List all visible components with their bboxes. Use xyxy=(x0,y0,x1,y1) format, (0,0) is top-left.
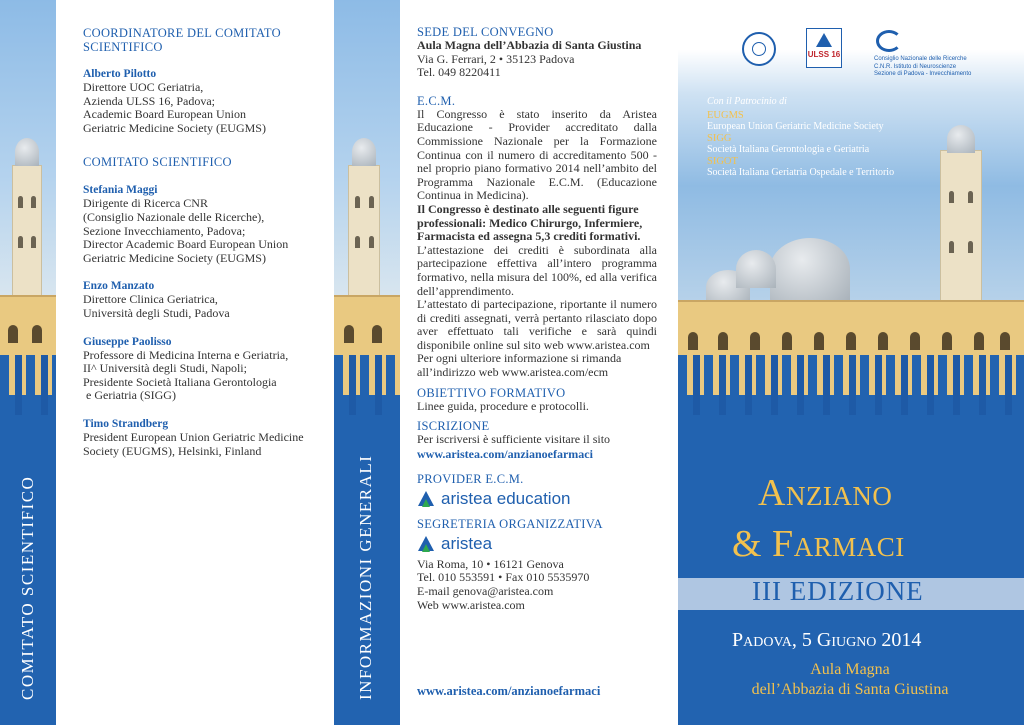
left-photo-strip xyxy=(0,0,56,725)
patron-name: Società Italiana Gerontologia e Geriatria xyxy=(707,144,870,155)
coordinator-line: Academic Board European Union xyxy=(83,107,246,122)
obiettivo-text: Linee guida, procedure e protocolli. xyxy=(417,398,589,413)
patron-acronym: SIGOT xyxy=(707,155,738,167)
patron-acronym: EUGMS xyxy=(707,109,744,121)
iscrizione-text: Per iscriversi è sufficiente visitare il sito xyxy=(417,432,611,447)
coordinator-line: Azienda ULSS 16, Padova; xyxy=(83,93,215,108)
sede-address: Via G. Ferrari, 2 • 35123 Padova xyxy=(417,51,575,66)
university-seal-logo xyxy=(742,32,776,66)
coordinator-line: Direttore UOC Geriatria, xyxy=(83,80,204,94)
member-line: Dirigente di Ricerca CNR xyxy=(83,196,208,211)
member-line: (Consiglio Nazionale delle Ricerche), xyxy=(83,209,265,224)
edition-label: III EDIZIONE xyxy=(752,576,924,606)
member-line: Society (EUGMS), Helsinki, Finland xyxy=(83,443,262,458)
ecm-text: L’attestazione dei crediti è subordinata alla partecipazione effettiva all’intero programma formativo, nella misura del 100%, ed alla verifica dell’apprendimento. xyxy=(417,242,657,298)
iscrizione-link[interactable]: www.aristea.com/anzianoefarmaci xyxy=(417,446,593,461)
aristea-text: aristea xyxy=(441,533,493,553)
coordinator-heading: COORDINATORE DEL COMITATO SCIENTIFICO xyxy=(83,26,281,54)
aristea-logo xyxy=(417,534,657,554)
member-line: President European Union Geriatric Medicine xyxy=(83,429,304,444)
scientific-committee-panel xyxy=(56,0,334,725)
ecm-text: L’attestato di partecipazione, riportante il numero di crediti assegnati, verrà pertanto rilasciato dopo aver effettuato tali verifiche e sarà quindi disponibile online sul sito web www.aristea.com xyxy=(417,297,657,352)
tower-dome xyxy=(352,138,376,166)
title-line-2: & Farmaci xyxy=(732,523,905,565)
segreteria-tel: Tel. 010 553591 • Fax 010 5535970 xyxy=(417,570,590,585)
venue-line-2: dell’Abbazia di Santa Giustina xyxy=(751,681,949,698)
member-name: Enzo Manzato xyxy=(83,280,155,293)
ecm-heading: E.C.M. xyxy=(417,93,456,108)
sede-tel: Tel. 049 8220411 xyxy=(417,65,501,80)
vertical-label-informazioni: INFORMAZIONI GENERALI xyxy=(356,454,375,700)
title-line-1: Anziano xyxy=(758,472,893,514)
sede-heading: SEDE DEL CONVEGNO xyxy=(417,25,554,39)
tower-dome xyxy=(15,138,39,166)
member-line: Direttore Clinica Geriatrica, xyxy=(83,292,218,307)
committee-heading: COMITATO SCIENTIFICO xyxy=(83,155,232,170)
cover-panel xyxy=(678,0,1024,725)
ecm-text-bold: Il Congresso è destinato alle seguenti figure professionali: Medico Chirurgo, Infermiere, Farmacista ed assegna 5,3 crediti formativi. xyxy=(417,201,643,244)
member-line: Geriatric Medicine Society (EUGMS) xyxy=(83,250,266,265)
aristea-education-logo xyxy=(417,489,657,509)
member-line: Università degli Studi, Padova xyxy=(83,305,230,320)
patrocinio-block xyxy=(707,96,894,179)
basilica-dome xyxy=(770,238,850,300)
cnr-line: C.N.R. Istituto di Neuroscienze xyxy=(874,63,957,70)
ecm-text: Per ogni ulteriore informazione si rimanda all’indirizzo web www.aristea.com/ecm xyxy=(417,351,622,380)
aristea-mark-icon xyxy=(417,535,435,553)
aristea-education-text: aristea education xyxy=(441,488,571,508)
patron-name: Società Italiana Geriatria Ospedale e Territorio xyxy=(707,167,895,178)
patrocinio-label: Con il Patrocinio di xyxy=(707,96,787,107)
member-line: Professore di Medicina Interna e Geriatria, xyxy=(83,347,289,362)
aristea-mark-icon xyxy=(417,490,435,508)
segreteria-web: Web www.aristea.com xyxy=(417,597,525,612)
member-line: Presidente Società Italiana Gerontologia xyxy=(83,374,277,389)
basilica-dome xyxy=(736,250,776,288)
cnr-logo xyxy=(868,30,914,52)
member-name: Timo Strandberg xyxy=(83,417,169,430)
cnr-line: Sezione di Padova - Invecchiamento xyxy=(874,71,972,77)
ulss-text: ULSS 16 xyxy=(807,50,841,59)
event-date: Padova, 5 Giugno 2014 xyxy=(732,629,922,651)
provider-heading: PROVIDER E.C.M. xyxy=(417,471,524,486)
member-line: Sezione Invecchiamento, Padova; xyxy=(83,223,246,238)
segreteria-email: E-mail genova@aristea.com xyxy=(417,584,554,599)
ecm-text: Il Congresso è stato inserito da Aristea Educazione - Provider accreditato dalla Commissione Nazionale per la Formazione Continua con il numero di accreditamento 500 - nel proprio piano formativo 2014 nell’ambito del Programma Nazionale E.C.M. (Educazione Continua in Medicina). xyxy=(417,106,657,203)
member-name: Giuseppe Paolisso xyxy=(83,335,172,348)
general-info-panel xyxy=(400,0,678,725)
ulss-logo xyxy=(806,28,842,68)
cnr-caption xyxy=(874,56,971,79)
obiettivo-heading: OBIETTIVO FORMATIVO xyxy=(417,385,566,400)
patron-acronym: SIGG xyxy=(707,132,732,144)
cnr-icon xyxy=(876,30,902,52)
coordinator-line: Geriatric Medicine Society (EUGMS) xyxy=(83,120,266,135)
member-name: Stefania Maggi xyxy=(83,184,158,197)
member-line: II^ Università degli Studi, Napoli; xyxy=(83,361,247,376)
middle-photo-strip xyxy=(334,0,400,725)
footer-link[interactable]: www.aristea.com/anzianoefarmaci xyxy=(417,684,601,698)
member-line: Director Academic Board European Union xyxy=(83,237,289,252)
patron-name: European Union Geriatric Medicine Society xyxy=(707,121,884,132)
cnr-line: Consiglio Nazionale delle Ricerche xyxy=(874,56,967,62)
iscrizione-heading: ISCRIZIONE xyxy=(417,419,490,434)
coordinator-name: Alberto Pilotto xyxy=(83,68,157,80)
vertical-label-comitato: COMITATO SCIENTIFICO xyxy=(18,475,37,700)
member-line: e Geriatria (SIGG) xyxy=(83,388,176,403)
segreteria-heading: SEGRETERIA ORGANIZZATIVA xyxy=(417,516,603,531)
tower-dome xyxy=(947,125,975,153)
sede-name: Aula Magna dell’Abbazia di Santa Giustina xyxy=(417,38,642,52)
segreteria-address: Via Roma, 10 • 16121 Genova xyxy=(417,556,564,571)
venue-line-1: Aula Magna xyxy=(810,661,890,678)
